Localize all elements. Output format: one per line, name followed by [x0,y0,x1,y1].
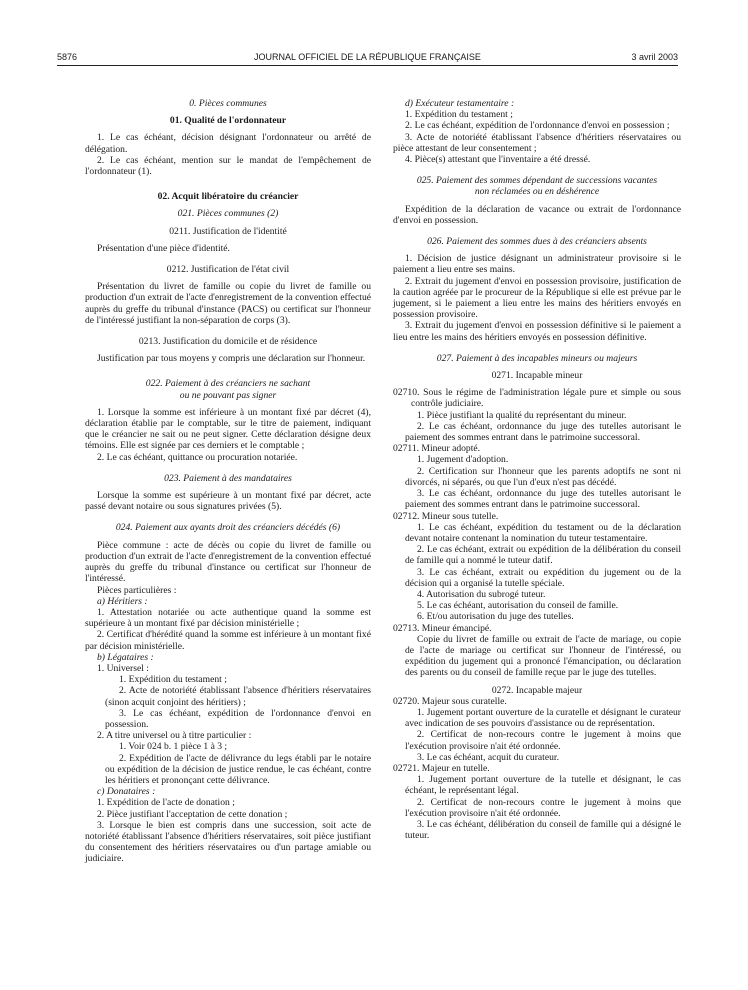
paragraph: 1. Le cas échéant, décision désignant l'ordonnateur ou arrêté de délégation. [85,132,371,155]
list-item: 1. Pièce justifiant la qualité du représentant du mineur. [417,409,627,421]
section-heading: ou ne pouvant pas signer [179,389,277,401]
list-item: 2. Certificat de non-recours contre le jugement à moins que l'exécution provisoire n'ait été ordonnée. [405,729,681,752]
list-item: 1. Expédition du testament ; [405,109,513,121]
section-heading: 025. Paiement des sommes dépendant de successions vacantes [416,175,658,187]
paragraph: 2. Le cas échéant, quittance ou procuration notariée. [97,451,298,463]
paragraph: 1. Lorsque la somme est inférieure à un montant fixé par décret (4), déclaration établie par le comptable, sur le titre de paiement, indiquant que le créancier ne sait ou ne peut signer. Cette déclaration désigne deux témoins. Elle est signée par ces derniers et le comptable ; [85,406,371,452]
paragraph: 1. Décision de justice désignant un administrateur provisoire si le paiement a lieu entre ses mains. [393,253,681,276]
paragraph: 2. Le cas échéant, mention sur le mandat de l'empêchement de l'ordonnateur (1). [85,154,371,178]
list-item: 1. Jugement d'adoption. [417,454,509,466]
list-item: 2. Le cas échéant, expédition de l'ordonnance d'envoi en possession ; [405,120,670,132]
paragraph: Présentation du livret de famille ou copie du livret de famille ou production d'un extrait de l'acte d'enregistrement de la convention effectué auprès du greffe du tribunal d'instance (PACS) ou certificat sur l'honneur de l'intéressé justifiant la non-séparation de corps (3). [85,281,371,326]
section-heading: 0272. Incapable majeur [491,684,583,696]
list-item: 1. Jugement portant ouverture de la tutelle et désignant, le cas échéant, le représentant légal. [405,774,681,797]
publication-date: 3 avril 2003 [631,52,678,62]
list-item: 2. Le cas échéant, ordonnance du juge des tutelles autorisant le paiement des sommes entrant dans le patrimoine successoral. [405,420,681,444]
list-item: 1. Attestation notariée ou acte authentique quand la somme est supérieure à un montant fixé par décision ministérielle ; [85,606,371,630]
list-item: 1. Le cas échéant, expédition du testament ou de la déclaration devant notaire contenant la nomination du tuteur testamentaire. [405,521,681,544]
section-heading: 024. Paiement aux ayants droit des créanciers décédés (6) [115,522,341,534]
entry: 02721. Majeur en tutelle. [393,762,490,774]
list-heading: a) Héritiers : [97,595,148,607]
paragraph: Lorsque la somme est supérieure à un montant fixé par décret, acte passé devant notaire ou sous signatures privées (5). [85,490,371,513]
list-item: 4. Autorisation du subrogé tuteur. [417,588,546,600]
list-item: 1. Expédition du testament ; [119,674,227,686]
section-heading: non réclamées ou en déshérence [474,186,600,198]
section-heading: 026. Paiement des sommes dues à des créanciers absents [427,236,647,248]
entry: 02712. Mineur sous tutelle. [393,510,499,522]
list-item: 2. Acte de notoriété établissant l'absence d'héritiers réservataires (sinon acquit conjoint des héritiers) ; [105,685,371,708]
entry: 02720. Majeur sous curatelle. [393,695,507,707]
list-item: 2. Certification sur l'honneur que les parents adoptifs ne sont ni divorcés, ni séparés, ou que l'un d'eux n'est pas décédé. [405,465,681,488]
paragraph: 2. Extrait du jugement d'envoi en possession provisoire, justification de la caution agréée par le procureur de la République si elle est prévue par le jugement, si le paiement a lieu entre les mains des héritiers envoyés en possession provisoire. [393,275,681,321]
paragraph: Pièces particulières : [97,584,177,596]
section-heading: 02. Acquit libératoire du créancier [157,191,299,203]
page-header [57,52,678,64]
list-item: 2. A titre universel ou à titre particulier : [97,730,252,742]
paragraph: Pièce commune : acte de décès ou copie du livret de famille ou production d'un extrait de l'acte d'enregistrement de la convention effectué auprès du greffe du tribunal d'instance ou certificat sur l'honneur de l'intéressé. [85,539,371,585]
list-item: 3. Le cas échéant, ordonnance du juge des tutelles autorisant le paiement des sommes entrant dans le patrimoine successoral. [405,488,681,511]
section-heading: 0212. Justification de l'état civil [166,264,290,276]
list-item: 3. Acte de notoriété établissant l'absence d'héritiers réservataires ou pièce attestant de leur consentement ; [393,131,681,154]
list-heading: b) Légataires : [97,651,154,663]
list-item: 2. Expédition de l'acte de délivrance du legs établi par le notaire ou expédition de la décision de justice rendue, le cas échéant, contre les héritiers et prononçant cette délivrance. [105,752,371,786]
section-heading: 0213. Justification du domicile et de résidence [138,336,318,348]
list-item: 3. Le cas échéant, délibération du conseil de famille qui a désigné le tuteur. [405,818,681,842]
list-heading: c) Donataires : [97,786,156,798]
section-heading: 027. Paiement à des incapables mineurs ou majeurs [436,352,638,364]
list-item: 5. Le cas échéant, autorisation du conseil de famille. [417,600,619,612]
list-item: 1. Jugement portant ouverture de la curatelle et désignant le curateur avec indication de ses pouvoirs d'assistance ou de représentation. [405,706,681,730]
section-heading: 0. Pièces communes [189,98,267,109]
paragraph: Présentation d'une pièce d'identité. [97,242,230,254]
page-number: 5876 [57,52,78,62]
list-item: 4. Pièce(s) attestant que l'inventaire a été dressé. [405,154,591,166]
list-item: 3. Le cas échéant, expédition de l'ordonnance d'envoi en possession. [105,707,371,730]
paragraph: Justification par tous moyens y compris une déclaration sur l'honneur. [97,353,366,365]
list-item: 2. Le cas échéant, extrait ou expédition de la délibération du conseil de famille qui a nommé le tuteur datif. [405,544,681,567]
entry: 02711. Mineur adopté. [393,443,481,455]
list-item: 2. Certificat d'hérédité quand la somme est inférieure à un montant fixé par décision ministérielle. [85,629,371,652]
list-item: 6. Et/ou autorisation du juge des tutelles. [417,611,574,623]
paragraph: Expédition de la déclaration de vacance ou extrait de l'ordonnance d'envoi en possession. [393,203,681,226]
section-heading: 0211. Justification de l'identité [169,225,287,237]
section-heading: 0271. Incapable mineur [491,370,583,382]
list-item: 1. Expédition de l'acte de donation ; [97,797,235,809]
paragraph: 3. Extrait du jugement d'envoi en possession définitive si le paiement a lieu entre les mains des héritiers envoyés en possession définitive. [393,320,681,343]
list-item: 3. Le cas échéant, extrait ou expédition du jugement ou de la décision qui a organisé la tutelle spéciale. [405,566,681,589]
paragraph: Copie du livret de famille ou extrait de l'acte de mariage, ou copie de l'acte de mariage ou certificat sur l'honneur de l'intéressé, ou expédition du jugement qui a prononcé l'émancipation, ou déclaration des parents ou du conseil de famille reçue par le juge des tutelles. [405,633,681,679]
list-heading: d) Exécuteur testamentaire : [405,98,515,109]
entry: 02713. Mineur émancipé. [393,622,492,634]
right-column [393,98,681,841]
list-item: 3. Lorsque le bien est compris dans une succession, soit acte de notoriété établissant l'absence d'héritiers réservataires, soit pièce justifiant du consentement des héritiers réservataires ou d'un partage amiable ou judiciaire. [85,819,371,865]
section-heading: 022. Paiement à des créanciers ne sachant [145,378,311,390]
entry: 02710. Sous le régime de l'administration légale pure et simple ou sous contrôle judiciaire. [393,387,681,410]
list-item: 2. Certificat de non-recours contre le jugement à moins que l'exécution provisoire n'ait été ordonnée. [405,796,681,819]
header-rule [57,65,678,66]
left-column [85,98,371,865]
journal-title: JOURNAL OFFICIEL DE LA RÉPUBLIQUE FRANÇAISE [254,52,481,62]
list-item: 1. Voir 024 b. 1 pièce 1 à 3 ; [119,741,228,753]
list-item: 2. Pièce justifiant l'acceptation de cette donation ; [97,808,288,820]
section-heading: 01. Qualité de l'ordonnateur [169,115,287,127]
list-item: 3. Le cas échéant, acquit du curateur. [417,751,559,763]
section-heading: 023. Paiement à des mandataires [164,472,292,484]
list-item: 1. Universel : [97,662,149,674]
section-heading: 021. Pièces communes (2) [177,208,279,220]
